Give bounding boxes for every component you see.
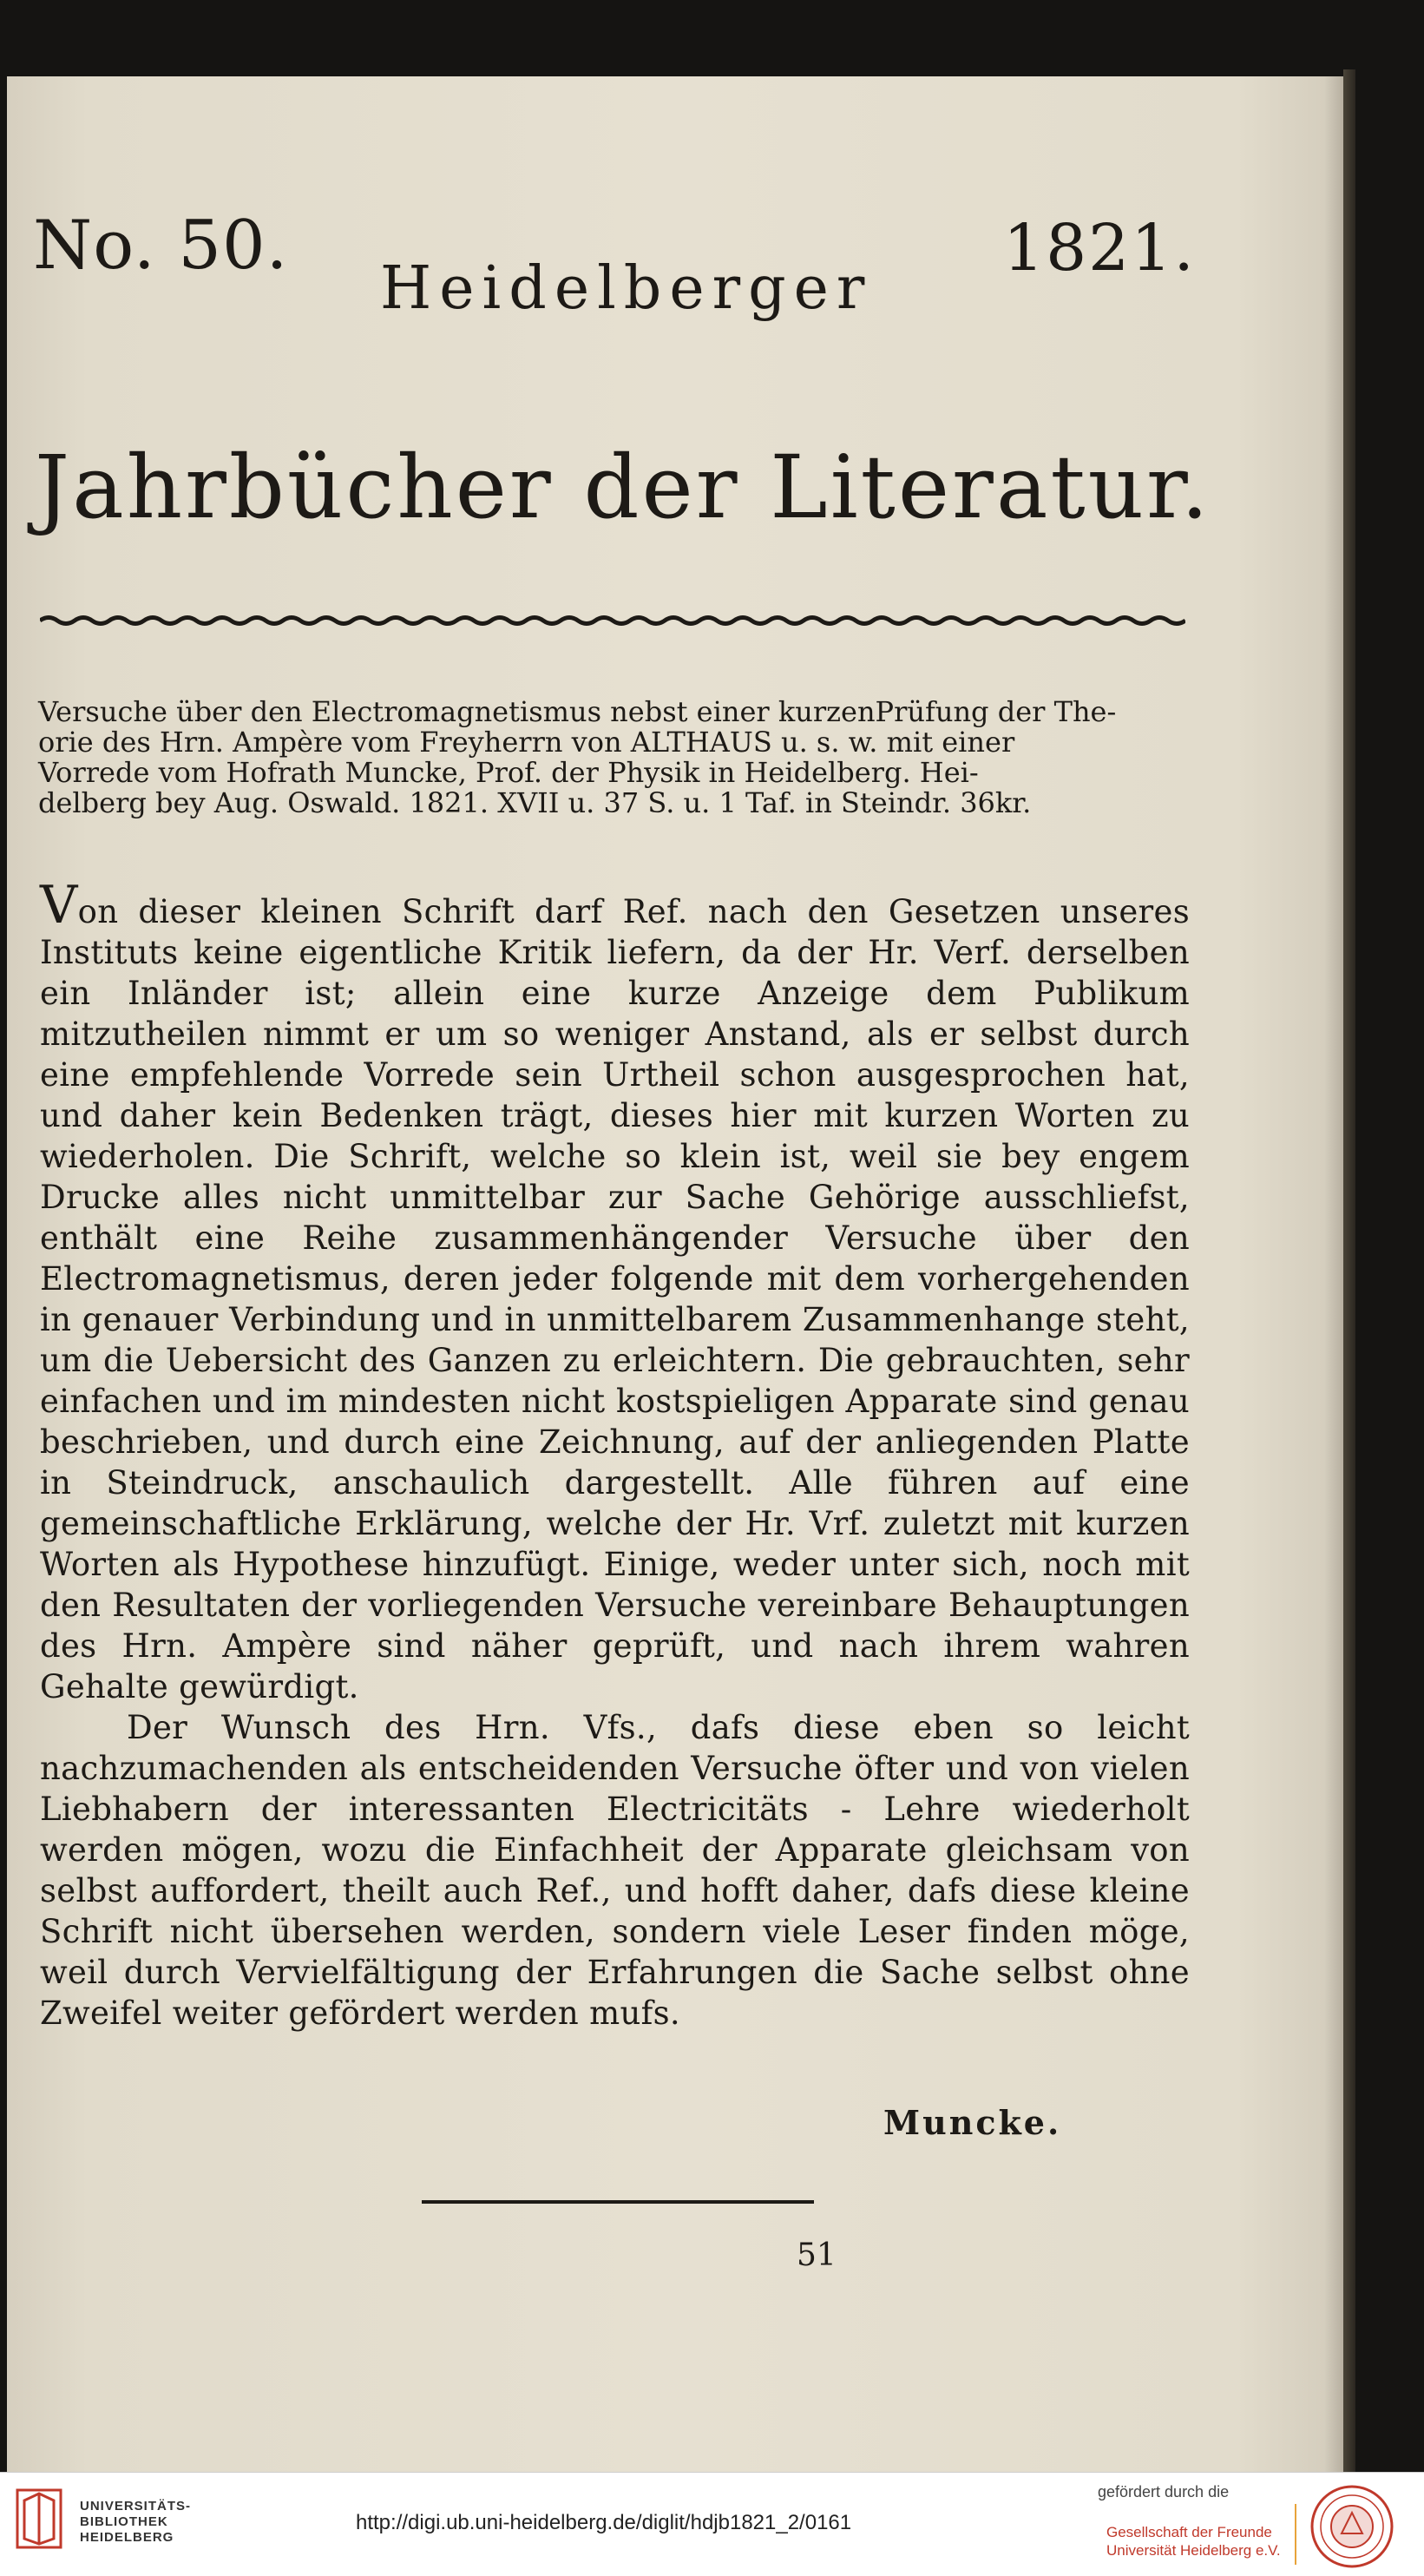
bib-line: delberg bey Aug. Oswald. 1821. XVII u. 37 S. u. 1 Taf. in Steindr. 36kr. bbox=[38, 786, 1032, 819]
sponsor-label: gefördert durch die bbox=[1098, 2483, 1230, 2500]
library-name-line: BIBLIOTHEK bbox=[80, 2514, 168, 2529]
university-library-logo-icon[interactable] bbox=[16, 2488, 62, 2549]
journal-subtitle: Heidelberger bbox=[380, 254, 873, 323]
decorative-wavy-rule bbox=[40, 614, 1185, 627]
sponsor-name-line: Universität Heidelberg e.V. bbox=[1106, 2542, 1281, 2559]
issue-year: 1821. bbox=[1003, 211, 1196, 286]
page-number: 51 bbox=[797, 2238, 837, 2273]
journal-title: Jahrbücher der Literatur. bbox=[35, 437, 1211, 538]
issue-number: No. 50. bbox=[33, 207, 289, 285]
end-rule bbox=[422, 2200, 814, 2204]
drop-cap: V bbox=[40, 875, 78, 936]
document-page bbox=[7, 76, 1343, 2472]
paragraph-1 bbox=[40, 875, 1190, 1707]
sponsor-divider bbox=[1295, 2504, 1296, 2565]
review-body bbox=[40, 875, 1190, 2034]
viewer-footer bbox=[0, 2472, 1424, 2576]
library-name-line: HEIDELBERG bbox=[80, 2530, 174, 2545]
university-seal-icon[interactable] bbox=[1309, 2483, 1395, 2570]
book-edge bbox=[1343, 69, 1355, 2472]
library-name-line: UNIVERSITÄTS- bbox=[80, 2499, 192, 2514]
bibliographic-entry bbox=[38, 697, 1192, 818]
bib-line: Vorrede vom Hofrath Muncke, Prof. der Physik in Heidelberg. Hei- bbox=[38, 756, 979, 789]
paragraph-2: Der Wunsch des Hrn. Vfs., dafs diese eben so leicht nachzumachenden als entscheidenden Versuche öfter und von vielen Liebhabern der interessanten Electricitäts - Lehre wiederholt werden mögen, wozu die Einfachheit der Apparate gleichsam von selbst auffordert, theilt auch Ref., und hofft daher, dafs diese kleine Schrift nicht übersehen werden, sondern viele Leser finden möge, weil durch Vervielfältigung der Erfahrungen die Sache selbst ohne Zweifel weiter gefördert werden mufs. bbox=[40, 1709, 1190, 2032]
sponsor-name-line: Gesellschaft der Freunde bbox=[1106, 2524, 1272, 2540]
author-signature: Muncke. bbox=[883, 2103, 1062, 2142]
bib-line: orie des Hrn. Ampère vom Freyherrn von ALTHAUS u. s. w. mit einer bbox=[38, 726, 1015, 759]
document-url-link[interactable]: http://digi.ub.uni-heidelberg.de/diglit/hdjb1821_2/0161 bbox=[356, 2511, 852, 2534]
sponsor-name-link[interactable] bbox=[1106, 2523, 1281, 2560]
paragraph-1-text: on dieser kleinen Schrift darf Ref. nach den Gesetzen unseres Instituts keine eigentliche Kritik liefern, da der Hr. Verf. derselben ein Inländer ist; allein eine kurze Anzeige dem Publikum mitzutheilen nimmt er um so weniger Anstand, als er selbst durch eine empfehlende Vorrede sein Urtheil schon ausgesprochen hat, und daher kein Bedenken trägt, dieses hier mit kurzen Worten zu wiederholen. Die Schrift, welche so klein ist, weil sie bey engem Drucke alles nicht unmittelbar zur Sache Gehörige ausschliefst, enthält eine Reihe zusammenhängender Versuche über den Electromagnetismus, deren jeder folgende mit dem vorhergehenden in genauer Verbindung und in unmittelbarem Zusammenhange steht, um die Uebersicht des Ganzen zu erleichtern. Die gebrauchten, sehr einfachen und im mindesten nicht kostspieligen Apparate sind genau beschrieben, und durch eine Zeichnung, auf der anliegenden Platte in Steindruck, anschaulich dargestellt. Alle führen auf eine gemeinschaftliche Erklärung, welche der Hr. Vrf. zuletzt mit kurzen Worten als Hypothese hinzufügt. Einige, weder unter sich, noch mit den Resultaten der vorliegenden Versuche vereinbare Behauptungen des Hrn. Ampère sind näher geprüft, und nach ihrem wahren Gehalte gewürdigt. bbox=[40, 893, 1190, 1705]
bib-line: Versuche über den Electromagnetismus nebst einer kurzenPrüfung der The- bbox=[38, 695, 1117, 728]
library-name bbox=[80, 2499, 191, 2546]
